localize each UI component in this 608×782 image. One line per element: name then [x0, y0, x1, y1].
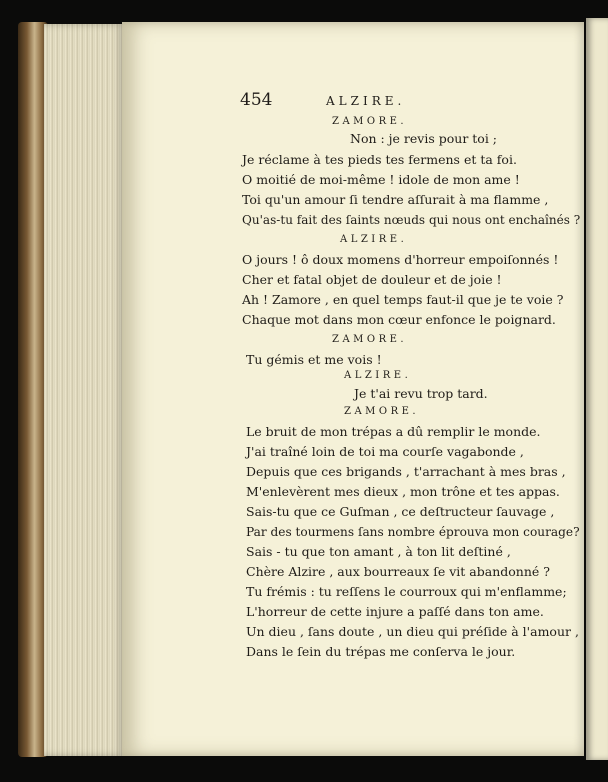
speaker-heading: ZAMORE. — [332, 334, 408, 345]
verse-line: Qu'as-tu fait des ſaints nœuds qui nous ont enchaînés ? — [242, 212, 581, 227]
verse-line: Un dieu , ſans doute , un dieu qui préſide à l'amour , — [246, 624, 579, 639]
speaker-heading: ALZIRE. — [344, 370, 412, 381]
page-number: 454 — [240, 90, 273, 110]
verse-line: Ah ! Zamore , en quel temps faut-il que je te voie ? — [242, 292, 564, 307]
stacked-page-edges — [44, 24, 126, 756]
verse-line: Par des tourmens ſans nombre éprouva mon courage? — [246, 524, 580, 539]
facing-page-edge — [586, 18, 608, 760]
running-title: ALZIRE. — [326, 94, 406, 108]
verse-line: L'horreur de cette injure a paſſé dans ton ame. — [246, 604, 544, 619]
verse-line: Le bruit de mon trépas a dû remplir le monde. — [246, 424, 541, 439]
verse-line: Chaque mot dans mon cœur enfonce le poignard. — [242, 312, 556, 327]
verse-line: J'ai traîné loin de toi ma courſe vagabonde , — [246, 444, 524, 459]
verse-line: O jours ! ô doux momens d'horreur empoiſonnés ! — [242, 252, 559, 267]
verse-line: M'enlevèrent mes dieux , mon trône et tes appas. — [246, 484, 560, 499]
verse-line: Toi qu'un amour ſi tendre aſſurait à ma flamme , — [242, 192, 549, 207]
verse-line: Je t'ai revu trop tard. — [354, 386, 488, 401]
verse-line: Non : je revis pour toi ; — [350, 131, 497, 146]
verse-line: Sais-tu que ce Guſman , ce deſtructeur ſauvage , — [246, 504, 555, 519]
verse-line: Dans le ſein du trépas me conſerva le jour. — [246, 644, 516, 659]
verse-line: Chère Alzire , aux bourreaux ſe vit abandonné ? — [246, 564, 550, 579]
verse-line: Tu gémis et me vois ! — [246, 352, 382, 367]
verse-line: Cher et fatal objet de douleur et de joie ! — [242, 272, 502, 287]
verse-line: Je réclame à tes pieds tes fermens et ta foi. — [242, 152, 517, 167]
speaker-heading: ALZIRE. — [340, 234, 408, 245]
speaker-heading: ZAMORE. — [344, 406, 420, 417]
verse-line: O moitié de moi-même ! idole de mon ame ! — [242, 172, 520, 187]
verse-line: Depuis que ces brigands , t'arrachant à mes bras , — [246, 464, 566, 479]
page-header — [240, 88, 580, 108]
speaker-heading: ZAMORE. — [332, 116, 408, 127]
verse-line: Tu frémis : tu reſſens le courroux qui m'enflamme; — [246, 584, 567, 599]
verse-line: Sais - tu que ton amant , à ton lit deſtiné , — [246, 544, 511, 559]
